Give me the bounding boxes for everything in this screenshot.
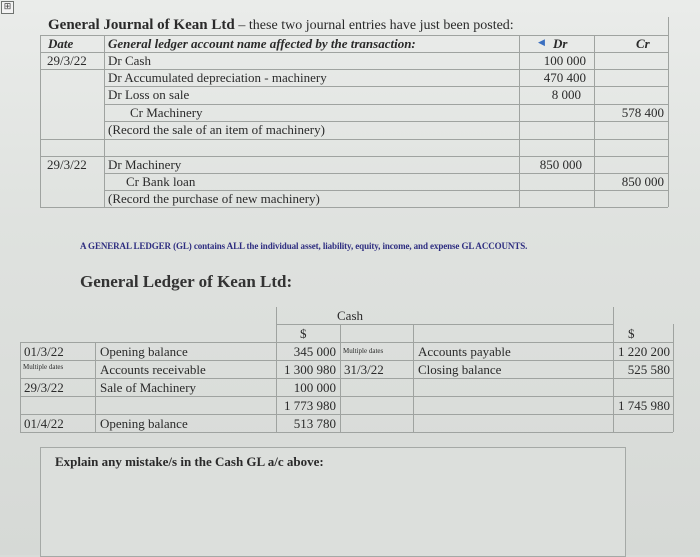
journal-title [48,17,514,34]
journal-line-account: Dr Cash [108,53,151,68]
credit-description: Accounts payable [418,344,511,359]
entry1-date: 29/3/22 [47,53,87,68]
debit-date: Multiple dates [23,363,64,371]
credit-total: 1 745 980 [618,398,670,413]
credit-dollar-sign: $ [628,326,635,341]
debit-amount: 513 780 [293,416,336,431]
journal-line-account: Dr Loss on sale [108,87,190,102]
credit-amount: 1 220 200 [618,344,670,359]
divider [519,35,520,207]
arrow-icon: ◀ [538,38,545,48]
debit-date: 01/3/22 [24,344,64,359]
journal-line-account: Cr Machinery [130,105,203,120]
divider [340,324,341,432]
divider [95,342,96,432]
divider [20,342,21,432]
debit-description: Opening balance [100,344,188,359]
credit-date: 31/3/22 [344,362,384,377]
answer-text-area[interactable] [47,478,619,550]
dr-column-header: Dr [553,36,568,51]
divider [20,396,673,397]
divider [40,35,41,207]
question-label: Explain any mistake/s in the Cash GL a/c above: [55,454,324,469]
cash-account-name: Cash [337,308,363,323]
divider [40,139,668,140]
journal-line-dr: 850 000 [539,157,582,172]
entry2-date: 29/3/22 [47,157,87,172]
divider [594,35,595,207]
journal-line-dr: 470 400 [543,70,586,85]
date-column-header: Date [48,36,74,51]
gl-statement: A GENERAL LEDGER (GL) contains ALL the individual asset, liability, equity, income, and expense GL ACCOUNTS. [80,241,528,251]
journal-line-cr: 850 000 [621,174,664,189]
explain-answer-box[interactable] [40,447,626,557]
debit-amount: 345 000 [293,344,336,359]
journal-line-narration: (Record the sale of an item of machinery) [108,122,325,137]
table-move-handle-icon[interactable]: ⊞ [1,1,14,14]
journal-line-account: Cr Bank loan [126,174,196,189]
journal-line-dr: 8 000 [551,87,581,102]
divider [104,35,105,207]
journal-line-dr: 100 000 [543,53,586,68]
debit-description: Sale of Machinery [100,380,197,395]
debit-date: 01/4/22 [24,416,64,431]
debit-amount: 1 300 980 [284,362,336,377]
debit-description: Accounts receivable [100,362,206,377]
divider [413,324,414,432]
divider [673,324,674,432]
journal-title-text: General Journal of Kean Ltd [48,17,235,33]
journal-line-narration: (Record the purchase of new machinery) [108,191,320,206]
divider [40,207,668,208]
gl-title: General Ledger of Kean Ltd: [80,272,293,291]
debit-description: Opening balance [100,416,188,431]
journal-line-account: Dr Machinery [108,157,182,172]
journal-line-cr: 578 400 [621,105,664,120]
debit-dollar-sign: $ [300,326,307,341]
divider [668,17,669,207]
credit-description: Closing balance [418,362,502,377]
debit-date: 29/3/22 [24,380,64,395]
credit-amount: 525 580 [627,362,670,377]
credit-date: Multiple dates [343,347,384,355]
cr-column-header: Cr [636,36,650,51]
journal-subtitle: – these two journal entries have just been posted: [238,18,514,33]
divider [20,432,673,433]
divider [276,324,613,325]
debit-amount: 100 000 [293,380,336,395]
account-column-header: General ledger account name affected by the transaction: [108,36,416,51]
debit-total: 1 773 980 [284,398,336,413]
journal-line-account: Dr Accumulated depreciation - machinery [108,70,327,85]
